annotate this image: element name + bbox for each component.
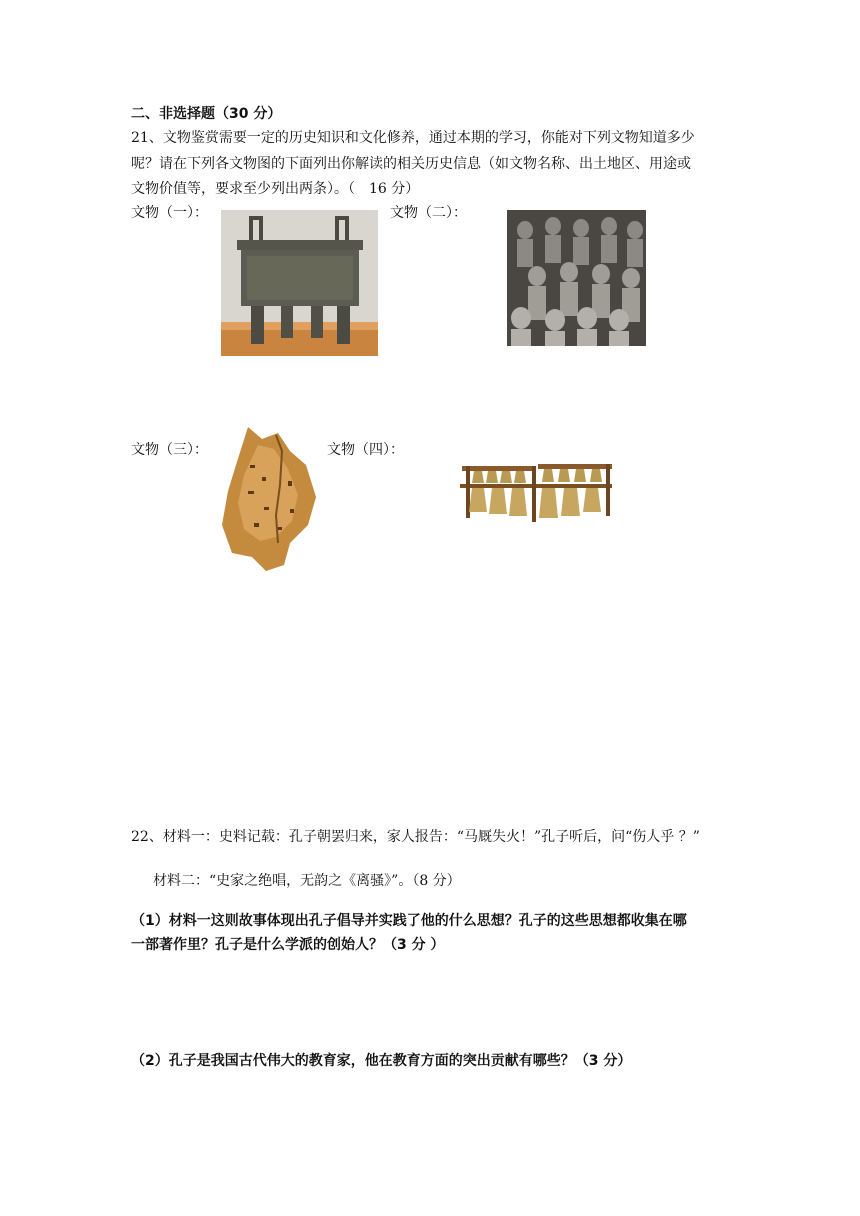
q22-sub2: （2）孔子是我国古代伟大的教育家，他在教育方面的突出贡献有哪些？（3 分） (131, 1053, 632, 1069)
q22-sub1-line-2: 一部著作里？孔子是什么学派的创始人？（3 分 ） (131, 937, 445, 953)
artifact-3-oracle-bone-image (218, 425, 321, 573)
section-title: 二、非选择题（30 分） (131, 106, 282, 122)
artifact-3-label: 文物（三）： (131, 442, 208, 458)
q21-line-3: 文物价值等，要求至少列出两条）。（ 16 分） (131, 181, 420, 197)
artifact-4-label: 文物（四）： (327, 442, 404, 458)
q22-material-1: 22、材料一：史料记载：孔子朝罢归来，家人报告：“马厩失火！”孔子听后，问“伤人乎 ？” (131, 829, 700, 845)
q21-line-1: 21、文物鉴赏需要一定的历史知识和文化修养，通过本期的学习，你能对下列文物知道多少 (131, 130, 695, 146)
artifact-4-chime-bells-image (456, 462, 616, 528)
q22-sub1-line-1: （1）材料一这则故事体现出孔子倡导并实践了他的什么思想？孔子的这些思想都收集在哪 (131, 913, 687, 929)
artifact-1-bronze-ding-image (221, 210, 378, 356)
q21-line-2: 呢？请在下列各文物图的下面列出你解读的相关历史信息（如文物名称、出土地区、用途或 (131, 156, 691, 172)
q22-material-2: 材料二：“史家之绝唱，无韵之《离骚》”。（8 分） (153, 873, 461, 889)
artifact-1-label: 文物（一）： (131, 205, 208, 221)
artifact-2-terracotta-warriors-image (507, 210, 646, 346)
artifact-2-label: 文物（二）： (390, 205, 467, 221)
